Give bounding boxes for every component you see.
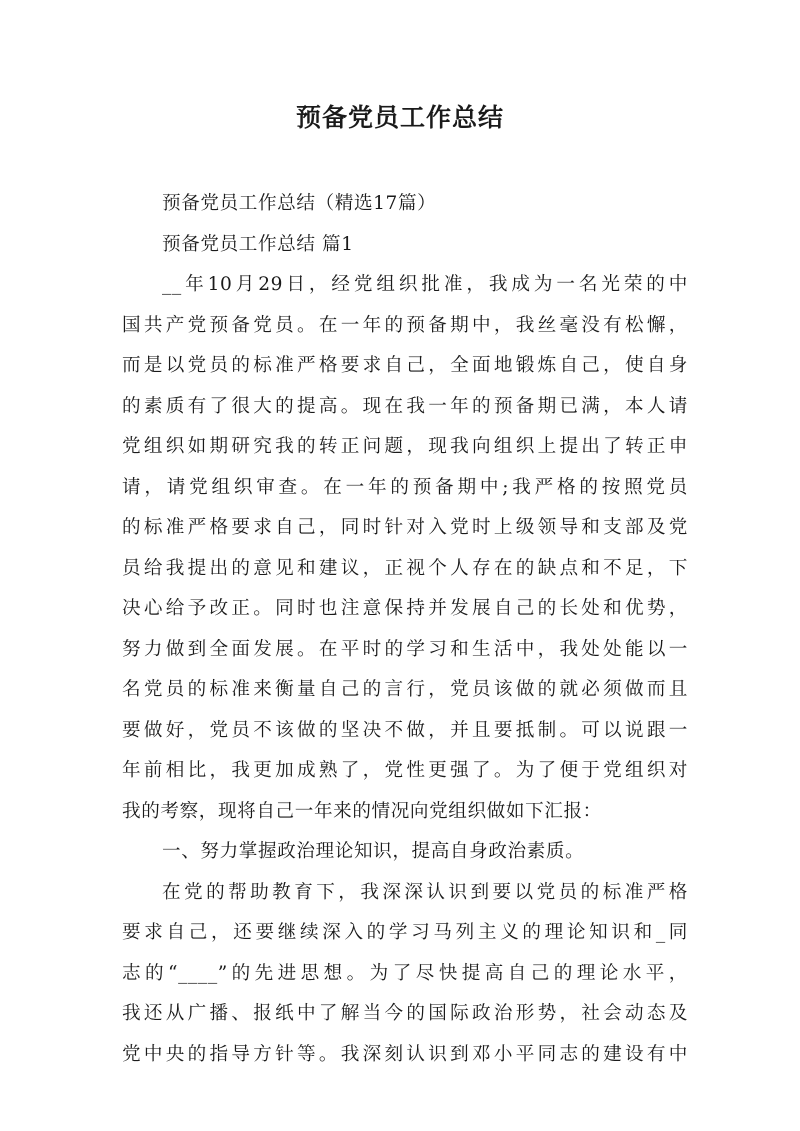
- paragraph-line: 志的“____”的先进思想。为了尽快提高自己的理论水平，: [122, 962, 688, 984]
- paragraph-line: 预备党员工作总结（精选17篇）: [162, 193, 437, 214]
- paragraph-line: 决心给予改正。同时也注意保持并发展自己的长处和优势，: [122, 598, 688, 619]
- paragraph-line: 国共产党预备党员。在一年的预备期中，我丝毫没有松懈，: [122, 314, 688, 336]
- paragraph-line: 要做好，党员不该做的坚决不做，并且要抵制。可以说跟一: [122, 719, 688, 741]
- paragraph-line: 员给我提出的意见和建议，正视个人存在的缺点和不足，下: [122, 557, 688, 579]
- paragraph-line: 我还从广播、报纸中了解当今的国际政治形势，社会动态及: [122, 1003, 688, 1024]
- paragraph-line: 预备党员工作总结 篇1: [162, 233, 354, 255]
- paragraph-line: 党组织如期研究我的转正问题，现我向组织上提出了转正申: [122, 436, 688, 457]
- paragraph-line: 在党的帮助教育下，我深深认识到要以党员的标准严格: [162, 881, 688, 903]
- document-title: 预备党员工作总结: [295, 103, 504, 132]
- paragraph-line: 请，请党组织审查。在一年的预备期中;我严格的按照党员: [122, 476, 688, 498]
- paragraph-line: 要求自己，还要继续深入的学习马列主义的理论知识和_同: [122, 922, 688, 943]
- paragraph-line: 努力做到全面发展。在平时的学习和生活中，我处处能以一: [122, 638, 688, 660]
- paragraph-line: 年前相比，我更加成熟了，党性更强了。为了便于党组织对: [122, 760, 688, 781]
- paragraph-line: 一、努力掌握政治理论知识，提高自身政治素质。: [162, 841, 585, 862]
- paragraph-line: 而是以党员的标准严格要求自己，全面地锻炼自己，使自身: [122, 355, 688, 376]
- paragraph-line: 的素质有了很大的提高。现在我一年的预备期已满，本人请: [122, 395, 688, 417]
- paragraph-line: __年10月29日，经党组织批准，我成为一名光荣的中: [162, 274, 688, 295]
- paragraph-line: 名党员的标准来衡量自己的言行，党员该做的就必须做而且: [122, 679, 688, 700]
- paragraph-line: 的标准严格要求自己，同时针对入党时上级领导和支部及党: [122, 517, 688, 538]
- paragraph-line: 党中央的指导方针等。我深刻认识到邓小平同志的建设有中: [122, 1043, 688, 1065]
- document-body: [122, 184, 688, 1075]
- paragraph-line: 我的考察，现将自己一年来的情况向党组织做如下汇报：: [122, 800, 602, 822]
